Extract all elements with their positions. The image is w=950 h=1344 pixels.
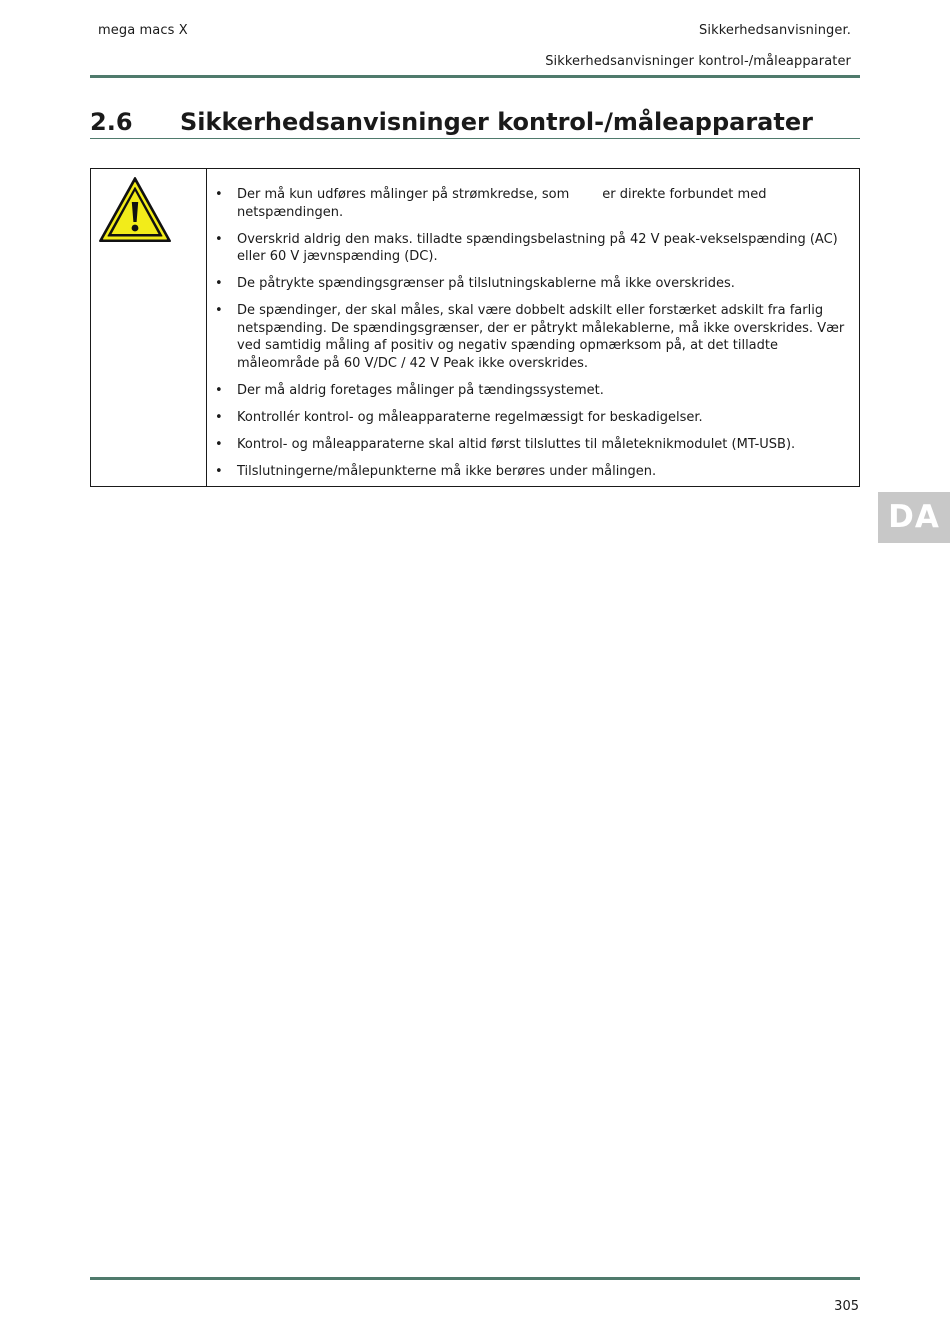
warning-triangle-icon xyxy=(98,176,172,244)
list-item xyxy=(207,231,847,266)
list-item xyxy=(207,436,847,454)
bullet: • xyxy=(215,231,223,247)
language-tab: DA xyxy=(878,492,950,543)
section-heading xyxy=(90,108,860,136)
list-item-text: De påtrykte spændingsgrænser på tilslutningskablerne må ikke overskrides. xyxy=(237,276,735,291)
bullet: • xyxy=(215,463,223,479)
section-heading-text: Sikkerhedsanvisninger kontrol-/måleapparater xyxy=(180,108,813,136)
header-chapter-title: Sikkerhedsanvisninger. xyxy=(699,23,851,38)
footer-divider xyxy=(90,1277,860,1280)
bullet: • xyxy=(215,276,223,291)
list-item xyxy=(207,463,847,481)
list-item-text: Kontrol- og måleapparaterne skal altid først tilsluttes til måleteknikmodulet (MT-USB). xyxy=(237,436,796,452)
list-item-text: Overskrid aldrig den maks. tilladte spændingsbelastning på 42 V peak-vekselspænding (AC) eller 60 V jævnspænding (DC). xyxy=(237,231,838,264)
header-product-name: mega macs X xyxy=(98,23,188,38)
list-item-text: Der må aldrig foretages målinger på tændingssystemet. xyxy=(237,382,604,398)
bullet: • xyxy=(215,409,223,425)
header-divider xyxy=(90,75,860,78)
list-item xyxy=(207,275,847,293)
list-item-text: Tilslutningerne/målepunkterne må ikke berøres under målingen. xyxy=(237,463,657,479)
page-number: 305 xyxy=(834,1299,859,1314)
list-item-text: Der må kun udføres målinger på strømkredse, som er direkte forbundet med netspændingen. xyxy=(237,187,771,220)
list-item xyxy=(207,186,847,221)
bullet: • xyxy=(215,303,223,318)
section-heading-underline xyxy=(90,138,860,139)
safety-warning-box xyxy=(90,168,860,487)
list-item-text: De spændinger, der skal måles, skal være dobbelt adskilt eller forstærket adskilt fra farlig netspænding. De spændingsgrænser, der er påtrykt målekablerne, må ikke overskrides. Vær ved samtidig måling af positiv og negativ spænding opmærksom på, at det tilladte måleområde på 60 V/DC / 42 V Peak ikke overskrides. xyxy=(237,303,845,371)
bullet: • xyxy=(215,187,223,202)
bullet: • xyxy=(215,382,223,398)
list-item xyxy=(207,409,847,427)
list-item xyxy=(207,302,847,372)
list-item-text: Kontrollér kontrol- og måleapparaterne regelmæssigt for beskadigelser. xyxy=(237,409,703,425)
bullet: • xyxy=(215,436,223,452)
header-section-title: Sikkerhedsanvisninger kontrol-/måleapparater xyxy=(545,54,851,69)
warning-icon-cell xyxy=(91,169,207,486)
safety-instruction-list xyxy=(207,186,847,490)
list-item xyxy=(207,382,847,400)
section-number: 2.6 xyxy=(90,108,133,136)
